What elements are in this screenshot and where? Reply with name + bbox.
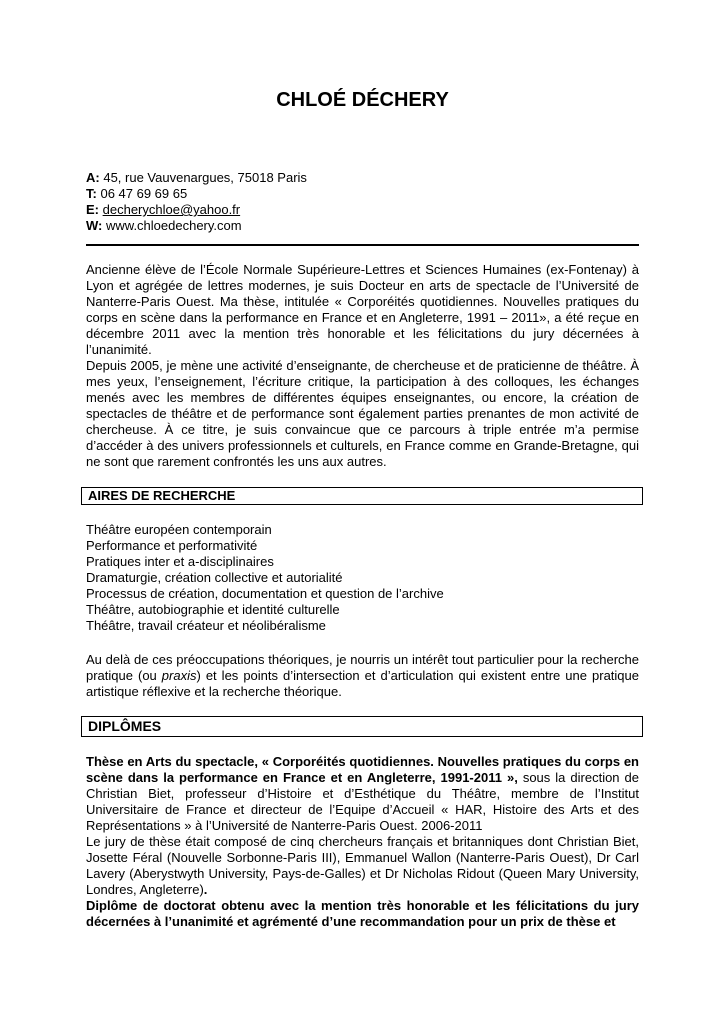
jury-end: . bbox=[203, 882, 208, 897]
intro-paragraph-1: Ancienne élève de l’École Normale Supérieure-Lettres et Sciences Humaines (ex-Fontenay) à Lyon et agrégée de lettres modernes, je suis Docteur en arts de spectacle de l’Université de Nanterre-Paris Ouest. Ma thèse, intitulée « Corporéités quotidiennes. Nouvelles pratiques du corps en scène dans la performance en France et en Angleterre, 1991 – 2011», a été reçue en décembre 2011 avec la mention très honorable et les félicitations du jury décernées à l’unanimité. bbox=[86, 262, 639, 357]
thesis-title: Thèse en Arts du spectacle, « Corporéités quotidiennes. Nouvelles pratiques du corps en scène dans la performance en France et en Angleterre, 1991-2011 », bbox=[86, 754, 639, 785]
jury-paragraph bbox=[86, 834, 639, 898]
section-heading-diplomas: DIPLÔMES bbox=[81, 716, 643, 737]
list-item: Théâtre européen contemporain bbox=[86, 522, 272, 537]
phone-value: 06 47 69 69 65 bbox=[100, 186, 188, 201]
list-item: Théâtre, autobiographie et identité culturelle bbox=[86, 602, 340, 617]
praxis-italic: praxis bbox=[161, 668, 197, 683]
contact-block bbox=[86, 170, 639, 234]
web-label: W: bbox=[86, 218, 103, 233]
praxis-text-before: Au delà de ces préoccupations théoriques, je nourris un intérêt tout particulier pour la recherche pratique (ou bbox=[86, 652, 639, 683]
award-paragraph: Diplôme de doctorat obtenu avec la mention très honorable et les félicitations du jury décernées à l’unanimité et agrémenté d’une recommandation pour un prix de thèse et bbox=[86, 898, 639, 929]
intro-paragraph-2: Depuis 2005, je mène une activité d’enseignante, de chercheuse et de praticienne de théâtre. À mes yeux, l’enseignement, l’écriture critique, la participation à des colloques, les échanges menés avec les membres de différentes équipes enseignantes, ou encore, la création de spectacles de théâtre et de performance sont également parties prenantes de mon activité de chercheuse. À ce titre, je suis convaincue que ce parcours à triple entrée m’a permise d’accéder à des univers professionnels et culturels, en France comme en Grande-Bretagne, qui ne sont que rarement confrontés les uns aux autres. bbox=[86, 358, 639, 469]
list-item: Processus de création, documentation et question de l’archive bbox=[86, 586, 444, 601]
web-row bbox=[86, 218, 639, 234]
thesis-paragraph bbox=[86, 754, 639, 834]
section-heading-research: AIRES DE RECHERCHE bbox=[81, 487, 643, 505]
web-link[interactable]: www.chloedechery.com bbox=[106, 218, 242, 233]
phone-row bbox=[86, 186, 639, 202]
address-value: 45, rue Vauvenargues, 75018 Paris bbox=[103, 170, 307, 185]
jury-text: Le jury de thèse était composé de cinq chercheurs français et britanniques dont Christian Biet, Josette Féral (Nouvelle Sorbonne-Paris III), Emmanuel Wallon (Nanterre-Paris Ouest), Dr Carl Lavery (Aberystwyth University, Pays-de-Galles) et Dr Nicholas Ridout (Queen Mary University, Londres, Angleterre) bbox=[86, 834, 639, 897]
intro-section bbox=[86, 262, 639, 470]
list-item: Pratiques inter et a-disciplinaires bbox=[86, 554, 274, 569]
diplomas-section bbox=[86, 754, 639, 930]
page-title: CHLOÉ DÉCHERY bbox=[276, 89, 449, 111]
list-item: Théâtre, travail créateur et néolibéralisme bbox=[86, 618, 326, 633]
header-divider bbox=[86, 244, 639, 246]
address-label: A: bbox=[86, 170, 100, 185]
email-label: E: bbox=[86, 202, 99, 217]
praxis-text-after: ) et les points d’intersection et d’articulation qui existent entre une pratique artistique réflexive et la recherche théorique. bbox=[86, 668, 639, 699]
list-item: Dramaturgie, création collective et autorialité bbox=[86, 570, 343, 585]
list-item: Performance et performativité bbox=[86, 538, 258, 553]
research-list bbox=[86, 522, 639, 634]
email-link[interactable]: decherychloe@yahoo.fr bbox=[102, 202, 241, 217]
thesis-details: sous la direction de Christian Biet, professeur d’Histoire et d’Esthétique du Théâtre, membre de l’Institut Universitaire de France et directeur de l’Equipe d’Accueil « HAR, Histoire des Arts et des Représentations » à l’Université de Nanterre-Paris Ouest. 2006-2011 bbox=[86, 770, 640, 833]
praxis-paragraph bbox=[86, 652, 639, 700]
email-row bbox=[86, 202, 639, 218]
phone-label: T: bbox=[86, 186, 97, 201]
address-row bbox=[86, 170, 639, 186]
